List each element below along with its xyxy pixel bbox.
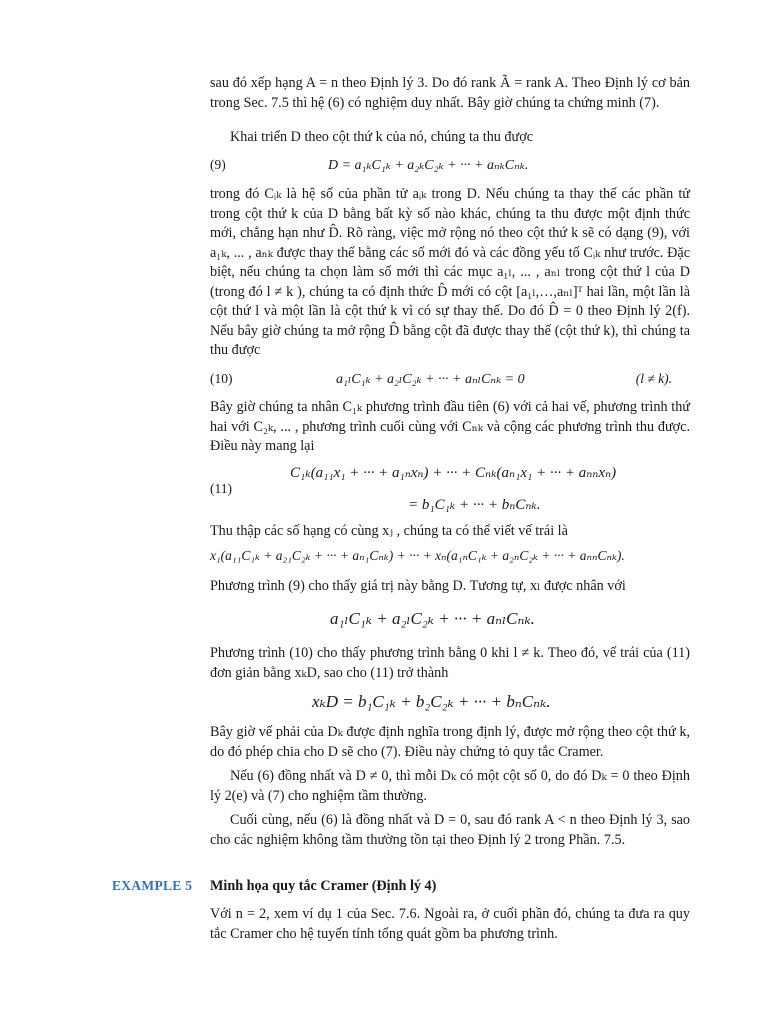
- paragraph-multiply-equations: Bây giờ chúng ta nhân C₁ₖ phương trình đầu tiên (6) với cả hai vế, phương trình thứ hai với C₂ₖ, ... , phương trình cuối cùng với Cₙₖ và cộng các phương trình thu được. Điều này mang lại: [210, 399, 690, 454]
- equation-body: D = a₁ₖC₁ₖ + a₂ₖC₂ₖ + ··· + aₙₖCₙₖ.: [328, 158, 529, 173]
- paragraph-equation-9-value: Phương trình (9) cho thấy giá trị này bằng D. Tương tự, xₗ được nhân với: [210, 578, 626, 594]
- equation-number: (10): [210, 371, 233, 386]
- example-label: EXAMPLE 5: [112, 878, 193, 893]
- equation-body: a₁ₗC₁ₖ + a₂ₗC₂ₖ + ··· + aₙₗCₙₖ = 0: [336, 372, 525, 387]
- equation-condition: (l ≠ k).: [635, 371, 672, 386]
- equation-body: x₁(a₁₁C₁ₖ + a₂₁C₂ₖ + ··· + aₙ₁Cₙₖ) + ··· + xₙ(a₁ₙC₁ₖ + a₂ₙC₂ₖ + ··· + aₙₙCₙₖ).: [210, 548, 625, 563]
- paragraph-proof-intro: sau đó xếp hạng A = n theo Định lý 3. Do đó rank Ã = rank A. Theo Định lý cơ bản trong Sec. 7.5 thì hệ (6) có nghiệm duy nhất. Bây giờ chúng ta chứng minh (7).: [210, 75, 690, 111]
- paragraph-example-body: Với n = 2, xem ví dụ 1 của Sec. 7.6. Ngoài ra, ở cuối phần đó, chúng ta đưa ra quy tắc Cramer cho hệ tuyến tính tổng quát gồm ba phương trình.: [210, 906, 690, 942]
- paragraph-homogeneous-zero: Cuối cùng, nếu (6) là đồng nhất và D = 0, sau đó rank A < n theo Định lý 3, sao cho các nghiệm không tầm thường tồn tại theo Định lý 2 trong Phần. 7.5.: [210, 812, 690, 848]
- paragraph-collect-terms: Thu thập các số hạng có cùng xⱼ , chúng ta có thể viết vế trái là: [210, 523, 568, 539]
- paragraph-equation-10-zero: Phương trình (10) cho thấy phương trình bằng 0 khi l ≠ k. Theo đó, vế trái của (11) đơn giản bằng xₖD, sao cho (11) trở thành: [210, 645, 690, 681]
- equation-line-2: = b₁C₁ₖ + ··· + bₙCₙₖ.: [408, 497, 541, 513]
- paragraph-homogeneous-nonzero: Nếu (6) đồng nhất và D ≠ 0, thì mỗi Dₖ có một cột số 0, do đó Dₖ = 0 theo Định lý 2(e) và (7) cho nghiệm tầm thường.: [210, 768, 690, 804]
- equation-number: (11): [210, 481, 232, 496]
- paragraph-cofactor-explanation: trong đó Cᵢₖ là hệ số của phần tử aᵢₖ trong D. Nếu chúng ta thay thế các phần tử trong cột thứ k của D bằng bất kỳ số nào khác, chúng ta thu được một định thức mới, chẳng hạn như D̂. Rõ ràng, việc mở rộng nó theo cột thứ k sẽ có dạng (9), với a₁ₖ, ... , aₙₖ được thay thế bằng các số mới đó và các đồng yếu tố Cᵢₖ như trước. Đặc biệt, nếu chúng ta chọn làm số mới thì các mục a₁ₗ, ... , aₙₗ trong cột thứ l của D (trong đó l ≠ k ), chúng ta có định thức D̂ mới có cột [a₁ₗ,…,aₙₗ]ᵀ hai lần, một lần là cột thứ l và một lần là cột thứ k vì có sự thay thế. Do đó D̂ = 0 theo Định lý 2(f). Nếu bây giờ chúng ta mở rộng D̂ bằng cột đã được thay thế (cột thứ k), thì chúng ta thu được: [210, 186, 690, 358]
- equation-line-1: C₁ₖ(a₁₁x₁ + ··· + a₁ₙxₙ) + ··· + Cₙₖ(aₙ₁x₁ + ··· + aₙₙxₙ): [290, 465, 617, 481]
- equation-number: (9): [210, 157, 226, 172]
- paragraph-expand-column: Khai triển D theo cột thứ k của nó, chúng ta thu được: [230, 129, 534, 145]
- paragraph-cramer-conclusion: Bây giờ vế phải của Dₖ được định nghĩa trong định lý, được mở rộng theo cột thứ k, do đó phép chia cho D sẽ cho (7). Điều này chứng tỏ quy tắc Cramer.: [210, 724, 690, 760]
- equation-body: a₁ₗC₁ₖ + a₂ₗC₂ₖ + ··· + aₙₗCₙₖ.: [330, 609, 535, 628]
- example-title: Minh họa quy tắc Cramer (Định lý 4): [210, 878, 437, 894]
- equation-11: [210, 463, 690, 523]
- equation-body: xₖD = b₁C₁ₖ + b₂C₂ₖ + ··· + bₙCₙₖ.: [312, 692, 551, 711]
